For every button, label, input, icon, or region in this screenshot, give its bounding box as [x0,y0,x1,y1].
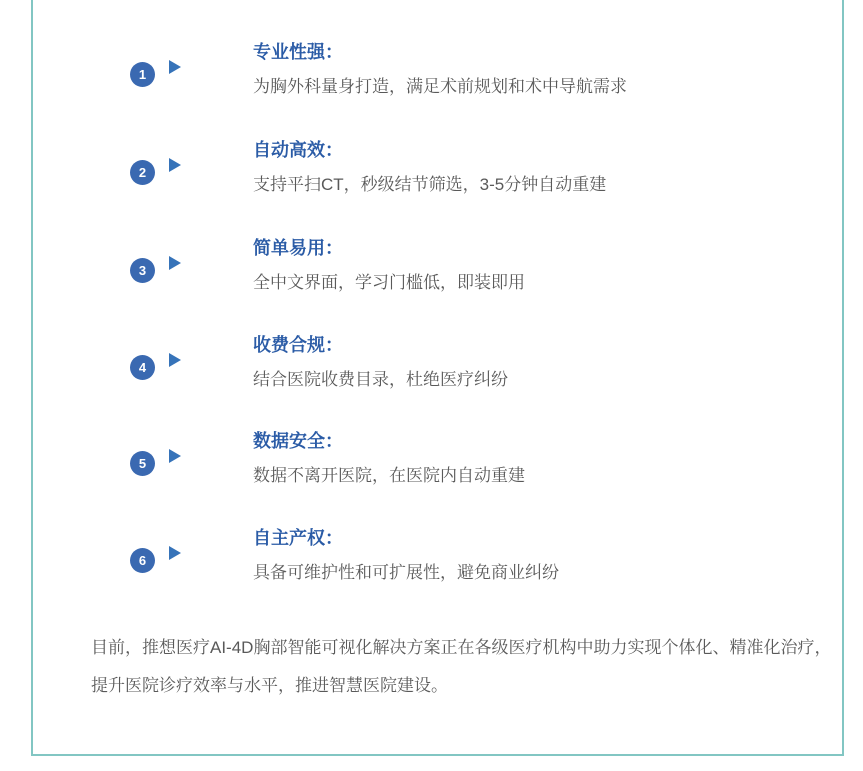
triangle-right-icon [169,158,181,172]
feature-item-6 [130,528,840,618]
feature-description: 数据不离开医院，在医院内自动重建 [253,466,525,485]
number-badge-5: 5 [130,451,155,476]
feature-texts [253,335,508,390]
triangle-right-icon [169,60,181,74]
feature-texts [253,528,559,583]
feature-item-2 [130,140,840,230]
feature-title: 自动高效： [253,140,343,160]
number-badge-1: 1 [130,62,155,87]
number-badge-3: 3 [130,258,155,283]
feature-title: 数据安全： [253,431,343,451]
triangle-right-icon [169,353,181,367]
feature-description: 具备可维护性和可扩展性，避免商业纠纷 [253,563,559,582]
feature-description: 支持平扫CT，秒级结节筛选，3-5分钟自动重建 [253,175,607,194]
number-badge-6: 6 [130,548,155,573]
feature-item-3 [130,238,840,328]
feature-title: 专业性强： [253,42,343,62]
content-panel [31,0,844,756]
feature-description: 全中文界面，学习门槛低，即装即用 [253,273,525,292]
triangle-right-icon [169,546,181,560]
number-badge-2: 2 [130,160,155,185]
number-badge-4: 4 [130,355,155,380]
feature-title: 简单易用： [253,238,343,258]
feature-texts [253,140,606,195]
feature-item-1 [130,42,840,132]
feature-texts [253,238,525,293]
feature-description: 结合医院收费目录，杜绝医疗纠纷 [253,370,508,389]
summary-paragraph: 目前，推想医疗AI-4D胸部智能可视化解决方案正在各级医疗机构中助力实现个体化、精准化治疗，提升医院诊疗效率与水平，推进智慧医院建设。 [91,638,832,695]
feature-title: 收费合规： [253,335,343,355]
triangle-right-icon [169,449,181,463]
triangle-right-icon [169,256,181,270]
feature-texts [253,431,525,486]
feature-title: 自主产权： [253,528,343,548]
feature-texts [253,42,627,97]
feature-description: 为胸外科量身打造，满足术前规划和术中导航需求 [253,77,627,96]
feature-item-5 [130,431,840,521]
feature-item-4 [130,335,840,425]
